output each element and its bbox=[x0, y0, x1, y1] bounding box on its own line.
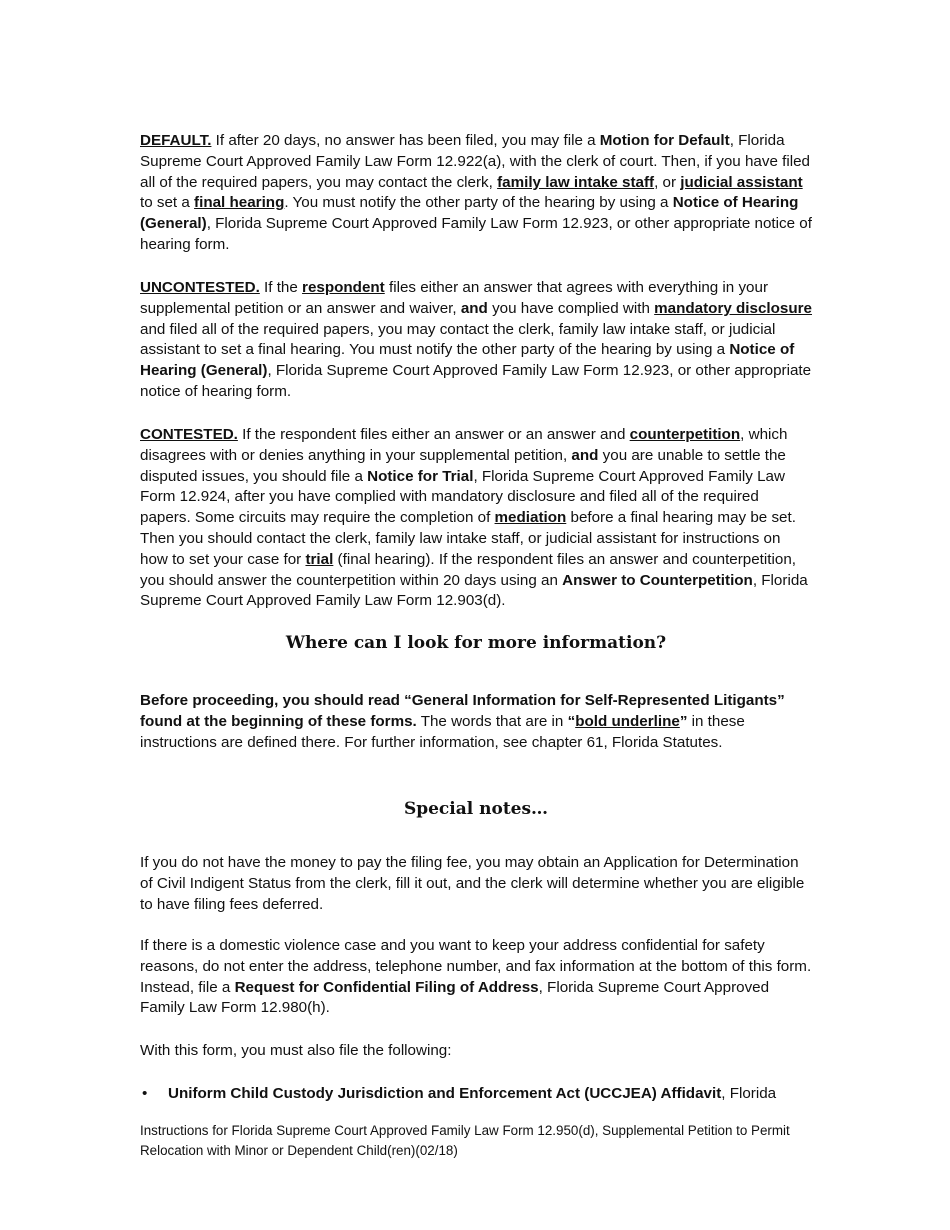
uccjea-term: Uniform Child Custody Jurisdiction and Enforcement Act (UCCJEA) Affidavit bbox=[168, 1085, 722, 1102]
mediation-term: mediation bbox=[494, 509, 567, 527]
quote-close: ” bbox=[679, 712, 688, 730]
contested-text-2: , which disagrees with or denies anything in your supplemental petition, bbox=[140, 426, 788, 464]
confidential-request-term: Request for Confidential Filing of Address bbox=[234, 978, 539, 996]
trial-term: trial bbox=[305, 550, 334, 568]
counterpetition-term: counterpetition bbox=[629, 426, 741, 443]
uncontested-text-5: , Florida Supreme Court Approved Family Law Form 12.923, or other appropriate notice of hearing form. bbox=[140, 362, 812, 400]
uncontested-term: UNCONTESTED. bbox=[140, 279, 260, 296]
dv-note-paragraph bbox=[140, 936, 812, 1020]
uccjea-rest: , Florida bbox=[721, 1085, 777, 1102]
uncontested-text-2: files either an answer that agrees with everything in your supplemental petition or an answer and waiver, bbox=[140, 279, 769, 317]
default-text-5: . You must notify the other party of the hearing by using a bbox=[284, 194, 673, 212]
contested-text-3: you are unable to settle the disputed issues, you should file a bbox=[140, 446, 786, 485]
default-term: DEFAULT. bbox=[140, 132, 212, 149]
contested-text-7: , Florida Supreme Court Approved Family Law Form 12.903(d). bbox=[140, 571, 808, 610]
quote-open: “ bbox=[567, 712, 576, 730]
judicial-assistant-term: judicial assistant bbox=[680, 173, 803, 191]
notice-hearing-term: Notice of Hearing (General) bbox=[140, 194, 799, 233]
default-text-1: If after 20 days, no answer has been filed, you may file a bbox=[211, 132, 600, 149]
contested-term: CONTESTED. bbox=[140, 426, 238, 443]
default-paragraph bbox=[140, 131, 812, 256]
bullet-item-uccjea bbox=[140, 1084, 812, 1105]
final-hearing-term: final hearing bbox=[194, 194, 285, 212]
contested-text-4: , Florida Supreme Court Approved Family Law Form 12.924, after you have complied with mandatory disclosure and filed all of the required papers. Some circuits may require the completion of bbox=[140, 467, 785, 527]
contested-paragraph bbox=[140, 425, 812, 612]
uncontested-text-1: If the bbox=[259, 279, 303, 296]
default-text-4: to set a bbox=[140, 194, 195, 212]
motion-default-term: Motion for Default bbox=[599, 132, 730, 149]
default-text-2: , Florida Supreme Court Approved Family Law Form 12.922(a), with the clerk of court. Then, if you have filed all of the required papers, you may contact the clerk, bbox=[140, 132, 810, 191]
default-text-3: , or bbox=[654, 173, 681, 191]
contested-text-5: before a final hearing may be set. Then you should contact the clerk, family law intake staff, or judicial assistant for instructions on how to set your case for bbox=[140, 509, 796, 568]
notice-trial-term: Notice for Trial bbox=[367, 467, 474, 485]
and-emphasis: and bbox=[571, 446, 599, 464]
special-notes-heading: Special notes… bbox=[403, 799, 549, 819]
notice-hearing-term: Notice of Hearing (General) bbox=[140, 341, 795, 380]
info-text-2: in these instructions are defined there. For further information, see chapter 61, Florida Statutes. bbox=[140, 712, 745, 751]
and-emphasis: and bbox=[460, 299, 488, 317]
uncontested-text-3: you have complied with bbox=[487, 299, 655, 317]
uncontested-paragraph bbox=[140, 278, 812, 403]
also-file-paragraph: With this form, you must also file the following: bbox=[140, 1042, 452, 1059]
info-text-1: The words that are in bbox=[416, 712, 568, 730]
info-heading: Where can I look for more information? bbox=[285, 633, 667, 653]
contested-text-1: If the respondent files either an answer or an answer and bbox=[237, 426, 630, 443]
fee-note-paragraph: If you do not have the money to pay the filing fee, you may obtain an Application for Determination of Civil Indigent Status from the clerk, fill it out, and the clerk will determine whether you are eligible to have filing fees deferred. bbox=[140, 854, 805, 913]
respondent-term: respondent bbox=[302, 279, 385, 296]
bold-underline-term: bold underline bbox=[575, 712, 680, 730]
intake-staff-term: family law intake staff bbox=[497, 173, 655, 191]
document-body bbox=[140, 131, 812, 1105]
uncontested-text-4: and filed all of the required papers, you may contact the clerk, family law intake staff, or judicial assistant to set a final hearing. You must notify the other party of the hearing by using a bbox=[140, 320, 776, 359]
answer-counterpetition-term: Answer to Counterpetition bbox=[562, 571, 753, 589]
bullet-marker: • bbox=[142, 1085, 148, 1102]
info-bold-intro: Before proceeding, you should read “General Information for Self-Represented Litigants” found at the beginning of these forms. bbox=[140, 692, 785, 730]
mandatory-disclosure-term: mandatory disclosure bbox=[654, 299, 812, 317]
contested-text-6: (final hearing). If the respondent files an answer and counterpetition, you should answer the counterpetition within 20 days using an bbox=[140, 550, 796, 589]
page-footer: Instructions for Florida Supreme Court Approved Family Law Form 12.950(d), Supplemental Petition to Permit Relocation with Minor or Dependent Child(ren)(02/18) bbox=[140, 1123, 790, 1158]
default-text-6: , Florida Supreme Court Approved Family Law Form 12.923, or other appropriate notice of hearing form. bbox=[140, 215, 812, 253]
dv-text-2: , Florida Supreme Court Approved Family Law Form 12.980(h). bbox=[140, 978, 770, 1017]
dv-text-1: If there is a domestic violence case and you want to keep your address confidential for safety reasons, do not enter the address, telephone number, and fax information at the bottom of this form. Instead, file a bbox=[140, 937, 812, 996]
info-paragraph bbox=[140, 691, 812, 754]
